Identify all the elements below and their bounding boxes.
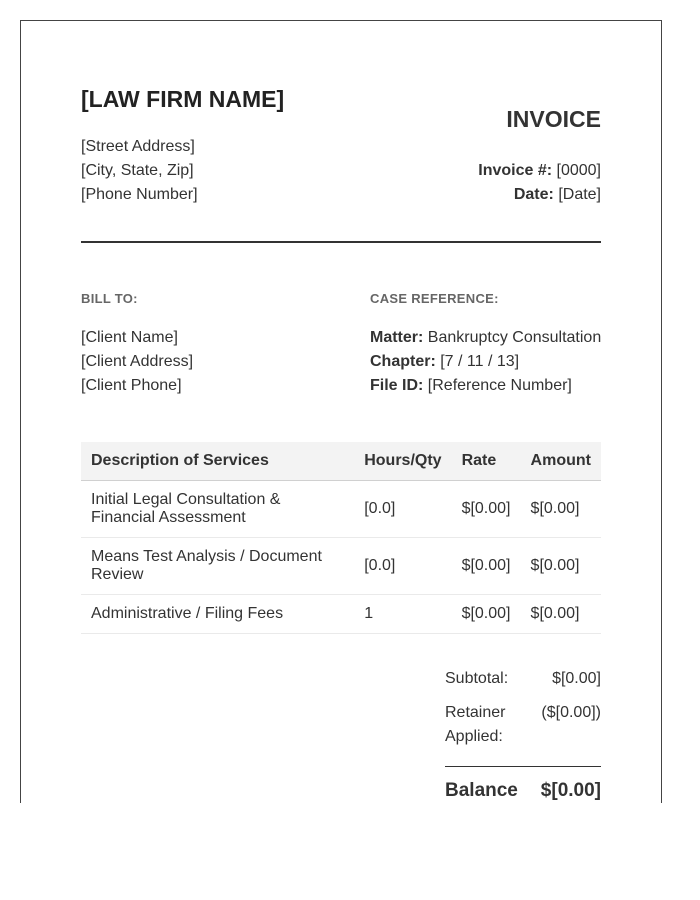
table-row xyxy=(81,538,601,595)
row-hours: [0.0] xyxy=(344,481,451,538)
firm-street: [Street Address] xyxy=(81,138,195,155)
chapter-line xyxy=(370,350,601,374)
invoice-number-label: Invoice #: xyxy=(478,162,553,179)
invoice-number-value: [0000] xyxy=(556,162,601,179)
client-name: [Client Name] xyxy=(81,329,178,346)
case-reference-label: CASE REFERENCE: xyxy=(370,291,499,306)
client-phone: [Client Phone] xyxy=(81,377,182,394)
row-rate: $[0.00] xyxy=(452,538,521,595)
row-amount: $[0.00] xyxy=(521,595,601,634)
row-description: Administrative / Filing Fees xyxy=(81,595,344,634)
balance-label: Balance xyxy=(445,780,518,801)
header-divider xyxy=(81,241,601,243)
retainer-value: ($[0.00]) xyxy=(541,704,601,721)
matter-label: Matter: xyxy=(370,329,424,346)
matter-line xyxy=(370,326,601,350)
file-id-line xyxy=(370,374,601,398)
retainer-label: Retainer Applied: xyxy=(445,704,506,745)
invoice-date-value: [Date] xyxy=(558,186,601,203)
totals-block xyxy=(445,667,601,801)
header-hours: Hours/Qty xyxy=(344,442,451,481)
invoice-date-label: Date: xyxy=(513,186,554,203)
firm-name: [LAW FIRM NAME] xyxy=(81,86,285,112)
row-description: Initial Legal Consultation & Financial Assessment xyxy=(81,481,344,538)
client-address: [Client Address] xyxy=(81,353,194,370)
row-rate: $[0.00] xyxy=(452,595,521,634)
matter-value: Bankruptcy Consultation xyxy=(427,329,602,346)
retainer-row xyxy=(445,701,601,749)
chapter-label: Chapter: xyxy=(370,353,436,370)
bill-to-block xyxy=(81,326,193,398)
invoice-title: INVOICE xyxy=(506,106,601,132)
table-row xyxy=(81,481,601,538)
header-description: Description of Services xyxy=(81,442,344,481)
row-rate: $[0.00] xyxy=(452,481,521,538)
table-row xyxy=(81,595,601,634)
row-amount: $[0.00] xyxy=(521,481,601,538)
subtotal-label: Subtotal: xyxy=(445,670,509,687)
chapter-value: [7 / 11 / 13] xyxy=(440,353,520,370)
firm-phone: [Phone Number] xyxy=(81,186,198,203)
file-id-value: [Reference Number] xyxy=(427,377,572,394)
case-reference-block xyxy=(370,326,601,398)
row-hours: [0.0] xyxy=(344,538,451,595)
services-table xyxy=(81,442,601,634)
file-id-label: File ID: xyxy=(370,377,424,394)
row-hours: 1 xyxy=(344,595,451,634)
bill-to-label: BILL TO: xyxy=(81,291,138,306)
invoice-meta xyxy=(478,159,601,207)
row-description: Means Test Analysis / Document Review xyxy=(81,538,344,595)
header-rate: Rate xyxy=(452,442,521,481)
firm-address-block xyxy=(81,135,198,207)
balance-value: $[0.00] xyxy=(540,780,601,801)
header-amount: Amount xyxy=(521,442,601,481)
subtotal-row xyxy=(445,667,601,691)
row-amount: $[0.00] xyxy=(521,538,601,595)
invoice-number-line xyxy=(478,159,601,183)
subtotal-value: $[0.00] xyxy=(552,670,601,687)
invoice-date-line xyxy=(478,183,601,207)
firm-city: [City, State, Zip] xyxy=(81,162,194,179)
table-header-row xyxy=(81,442,601,481)
invoice-page xyxy=(20,20,662,803)
totals-divider xyxy=(445,766,601,767)
